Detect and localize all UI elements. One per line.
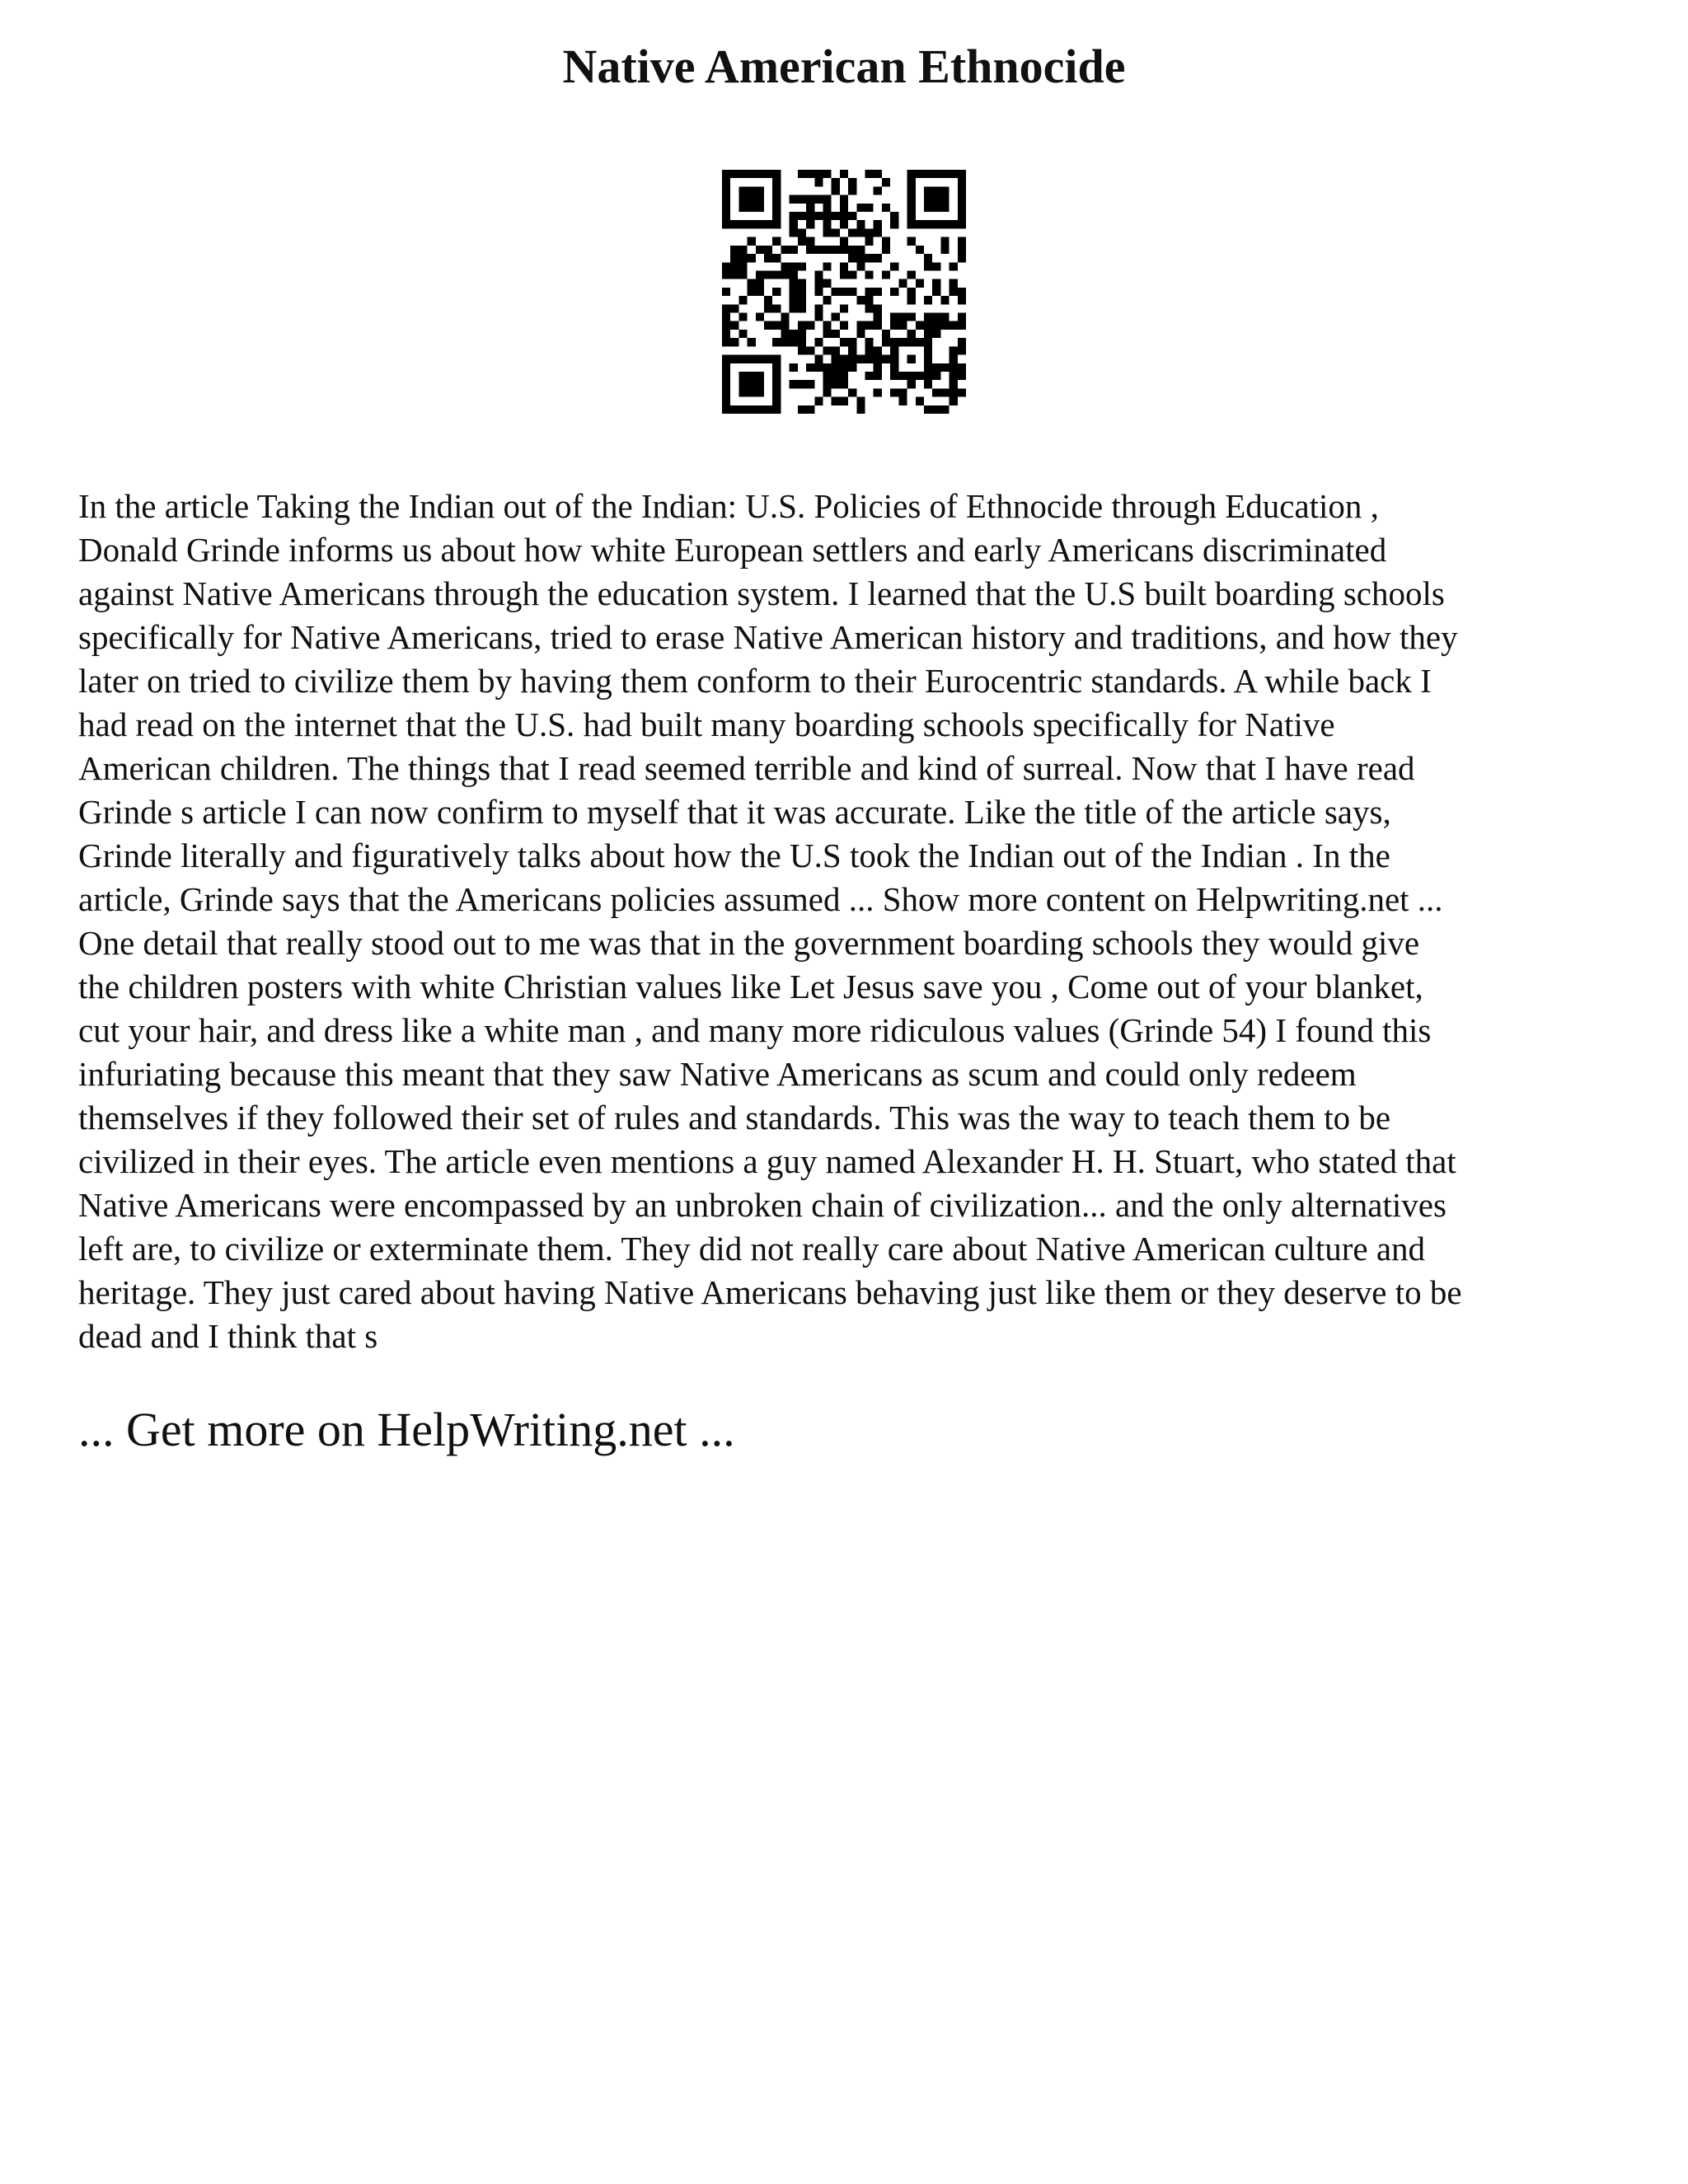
body-line: left are, to civilize or exterminate them. They did not really care about Native American culture and	[78, 1230, 1426, 1268]
body-line: article, Grinde says that the Americans policies assumed ... Show more content on Helpwriting.net ...	[78, 880, 1443, 918]
article-body	[78, 485, 1620, 1358]
body-line: themselves if they followed their set of rules and standards. This was the way to teach them to be	[78, 1099, 1391, 1137]
body-line: later on tried to civilize them by having them conform to their Eurocentric standards. A while back I	[78, 662, 1432, 700]
body-line: Grinde s article I can now confirm to myself that it was accurate. Like the title of the article says,	[78, 793, 1391, 831]
body-line: against Native Americans through the education system. I learned that the U.S built boarding schools	[78, 574, 1445, 612]
body-line: American children. The things that I read seemed terrible and kind of surreal. Now that I have read	[78, 749, 1415, 787]
body-line: Grinde literally and figuratively talks about how the U.S took the Indian out of the Indian . In the	[78, 837, 1390, 874]
body-line: Native Americans were encompassed by an unbroken chain of civilization... and the only alternatives	[78, 1186, 1447, 1224]
get-more-link[interactable]: ... Get more on HelpWriting.net ...	[78, 1403, 735, 1456]
qr-code-icon	[722, 170, 966, 414]
body-line: had read on the internet that the U.S. had built many boarding schools specifically for Native	[78, 705, 1335, 743]
body-line: In the article Taking the Indian out of the Indian: U.S. Policies of Ethnocide through Education ,	[78, 487, 1379, 525]
body-line: heritage. They just cared about having Native Americans behaving just like them or they deserve to be	[78, 1273, 1462, 1311]
body-line: One detail that really stood out to me was that in the government boarding schools they would give	[78, 924, 1420, 962]
body-line: specifically for Native Americans, tried to erase Native American history and traditions, and how they	[78, 618, 1458, 656]
body-line: Donald Grinde informs us about how white European settlers and early Americans discriminated	[78, 531, 1387, 569]
body-line: the children posters with white Christian values like Let Jesus save you , Come out of your blanket,	[78, 968, 1423, 1005]
body-line: infuriating because this meant that they saw Native Americans as scum and could only redeem	[78, 1055, 1357, 1093]
body-line: civilized in their eyes. The article even mentions a guy named Alexander H. H. Stuart, who stated that	[78, 1142, 1456, 1180]
body-line: cut your hair, and dress like a white man , and many more ridiculous values (Grinde 54) I found this	[78, 1011, 1432, 1049]
document-title: Native American Ethnocide	[562, 40, 1126, 93]
body-line: dead and I think that s	[78, 1317, 378, 1355]
